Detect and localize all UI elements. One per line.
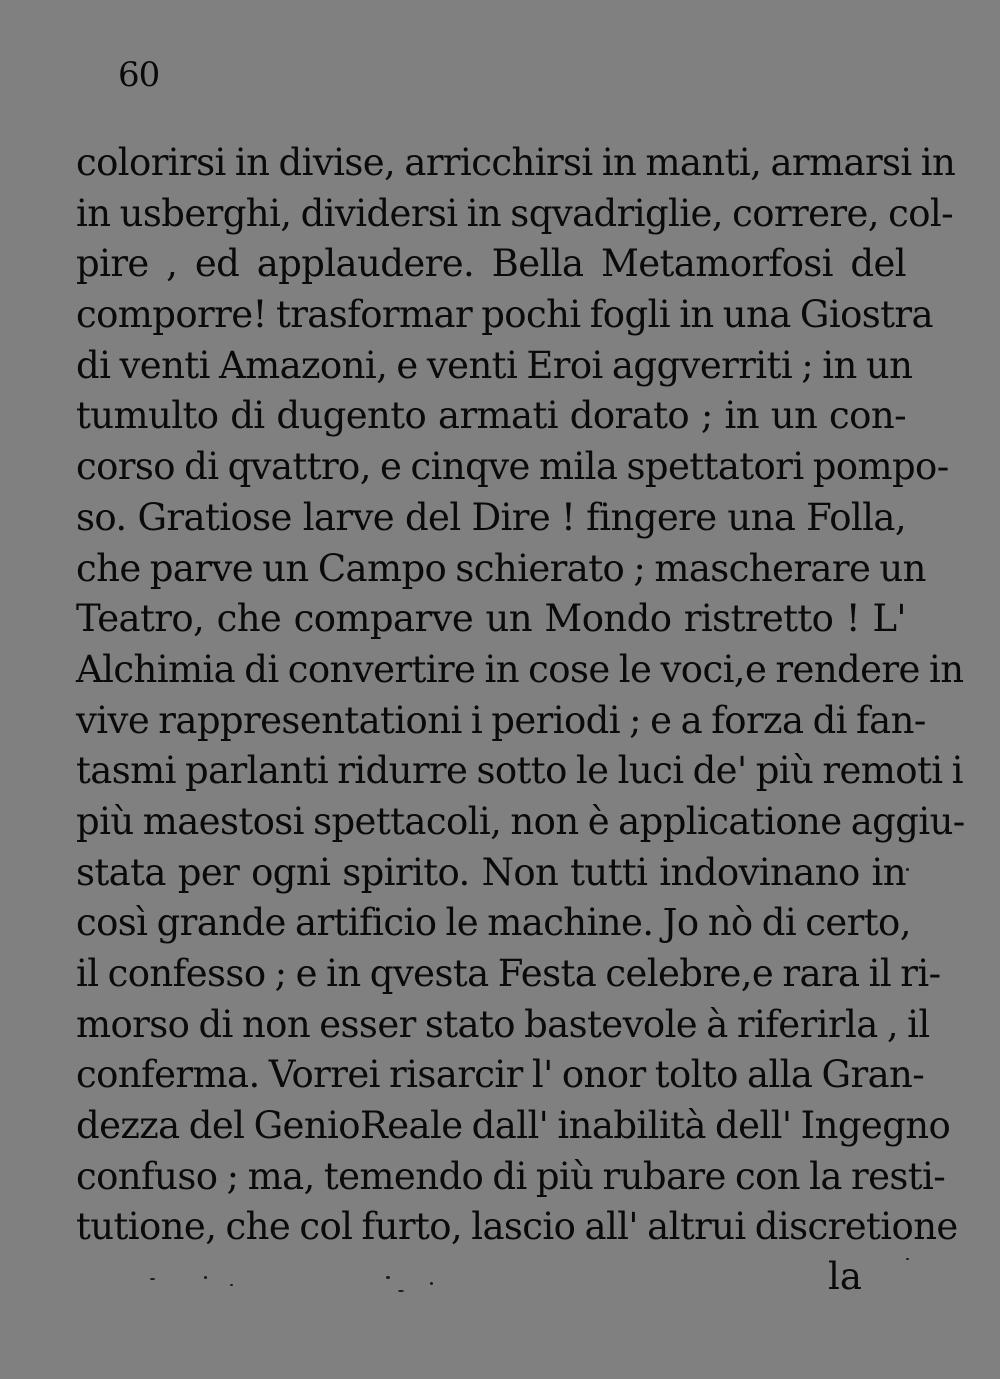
- scan-speck: [230, 1284, 233, 1286]
- text-line: così grande artificio le machine. Jo nò di certo,: [76, 901, 911, 945]
- page-number: 60: [118, 55, 160, 95]
- text-line: Alchimia di convertire in cose le voci,e rendere in: [76, 647, 964, 691]
- scan-speck: [906, 868, 909, 871]
- text-line: so. Gratiose larve del Dire ! fingere una Folla,: [76, 495, 906, 539]
- scan-speck: [150, 1278, 155, 1280]
- body-text: [76, 138, 965, 1253]
- scan-speck: [204, 1276, 207, 1279]
- text-line: confuso ; ma, temendo di più rubare con la resti-: [76, 1154, 946, 1198]
- scan-speck: [906, 1258, 909, 1260]
- scan-speck: [398, 1290, 404, 1292]
- catchword: la: [828, 1255, 862, 1298]
- text-line: stata per ogni spirito. Non tutti indovinano in: [76, 850, 906, 894]
- text-line: tutione, che col furto, lascio all' altrui discretione: [76, 1205, 958, 1249]
- text-line: dezza del GenioReale dall' inabilità dell' Ingegno: [76, 1104, 951, 1148]
- text-line: tumulto di dugento armati dorato ; in un con-: [76, 394, 906, 438]
- scan-speck: [386, 1276, 390, 1279]
- text-line: morso di non esser stato bastevole à riferirla , il: [76, 1002, 930, 1046]
- text-line: il confesso ; e in qvesta Festa celebre,e rara il ri-: [76, 952, 941, 995]
- text-line: in usberghi, dividersi in sqvadriglie, correre, col-: [76, 191, 954, 235]
- text-line: corso di qvattro, e cinqve mila spettatori pompo-: [76, 445, 949, 489]
- text-line: più maestosi spettacoli, non è applicatione aggiu-: [76, 799, 965, 843]
- text-line: che parve un Campo schierato ; mascherare un: [76, 546, 926, 590]
- text-line: comporre! trasformar pochi fogli in una Giostra: [76, 293, 933, 337]
- text-line: vive rappresentationi i periodi ; e a forza di fan-: [76, 698, 926, 742]
- text-line: pire , ed applaudere. Bella Metamorfosi del: [76, 242, 906, 286]
- scan-speck: [430, 1282, 433, 1285]
- text-line: colorirsi in divise, arricchirsi in manti, armarsi in: [76, 141, 956, 184]
- text-line: di venti Amazoni, e venti Eroi aggverriti ; in un: [76, 343, 913, 387]
- text-line: conferma. Vorrei risarcir l' onor tolto alla Gran-: [76, 1053, 925, 1097]
- text-line: Teatro, che comparve un Mondo ristretto ! L': [76, 597, 906, 641]
- text-line: tasmi parlanti ridurre sotto le luci de' più remoti i: [76, 749, 963, 793]
